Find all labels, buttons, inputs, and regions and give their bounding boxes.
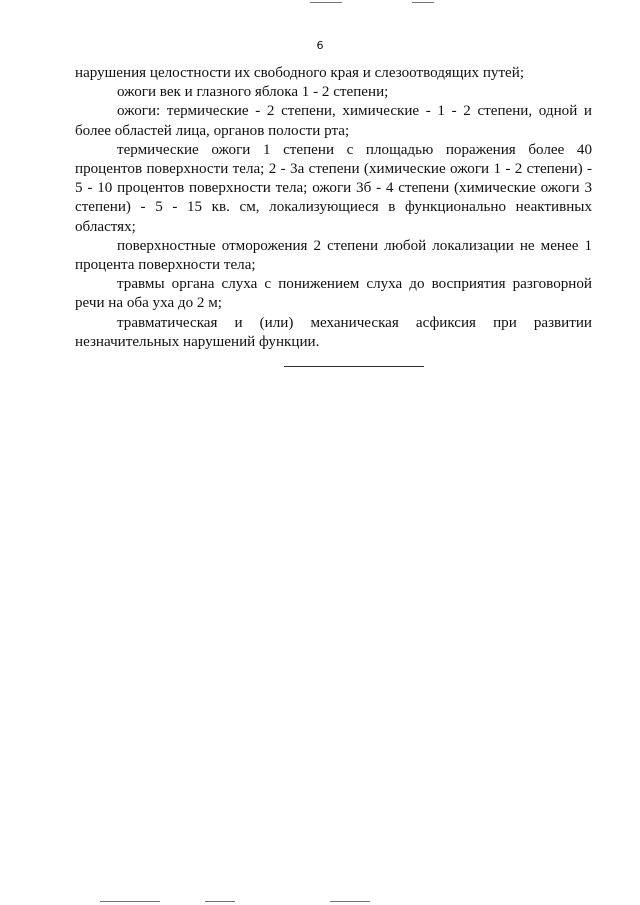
scan-artifact-bottom-left: [100, 901, 160, 902]
paragraph: травматическая и (или) механическая асфиксия при развитии незначительных нарушений функции.: [75, 314, 592, 350]
document-body: [75, 64, 592, 352]
scan-artifact-top-left: [310, 2, 342, 3]
paragraph: ожоги: термические - 2 степени, химические - 1 - 2 степени, одной и более областей лица, органов полости рта;: [75, 103, 592, 139]
scan-artifact-bottom-center: [205, 901, 235, 902]
paragraph: нарушения целостности их свободного края и слезоотводящих путей;: [75, 65, 525, 81]
paragraph: ожоги век и глазного яблока 1 - 2 степени;: [117, 84, 389, 101]
page-number: 6: [316, 39, 324, 52]
scan-artifact-top-right: [412, 2, 434, 3]
paragraph: поверхностные отморожения 2 степени любой локализации не менее 1 процента поверхности тела;: [75, 237, 592, 274]
paragraph: термические ожоги 1 степени с площадью поражения более 40 процентов поверхности тела; 2 - 3а степени (химические ожоги 1 - 2 степени) - 5 - 10 процентов поверхности тела; ожоги 3б - 4 степени (химические ожоги 3 степени) - 5 - 15 кв. см, локализующиеся в функционально неактивных областях;: [75, 141, 592, 235]
end-divider: [284, 366, 424, 367]
scan-artifact-bottom-right: [330, 901, 370, 902]
paragraph: травмы органа слуха с понижением слуха до восприятия разговорной речи на оба уха до 2 м;: [75, 276, 592, 312]
